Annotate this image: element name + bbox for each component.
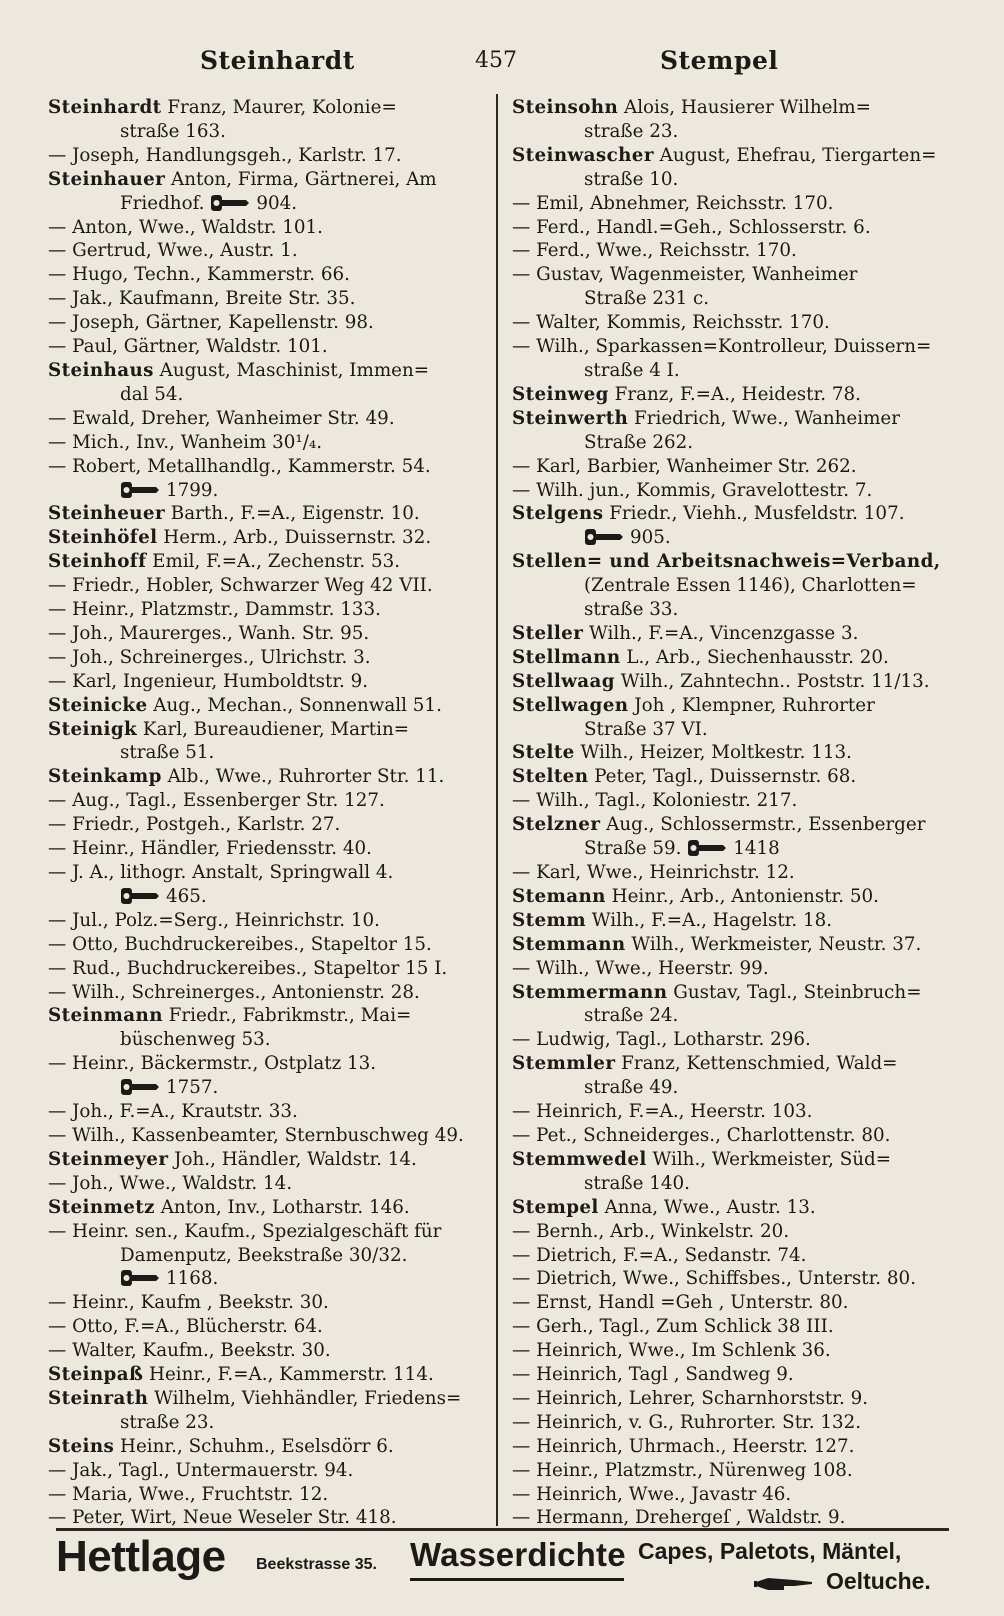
entry-text: — Hugo, Techn., Kammerstr. 66. — [48, 264, 350, 286]
entry-text: Heinr., Arb., Antonienstr. 50. — [605, 885, 879, 907]
entry-text: Wilh., Zahntechn.. Poststr. 11/13. — [614, 670, 930, 692]
directory-entry-line — [48, 1291, 478, 1315]
entry-text: — Ludwig, Tagl., Lotharstr. 296. — [512, 1029, 811, 1051]
directory-entry-line — [48, 1244, 478, 1268]
directory-entry-line — [512, 574, 952, 598]
entry-text: — Joh., Schreinerges., Ulrichstr. 3. — [48, 646, 371, 668]
entry-text: — Emil, Abnehmer, Reichsstr. 170. — [512, 192, 834, 214]
entry-text: Wilh., Werkmeister, Neustr. 37. — [625, 933, 922, 955]
directory-entry-line — [48, 1339, 478, 1363]
directory-entry-line — [48, 335, 478, 359]
telephone-icon — [120, 1269, 160, 1287]
surname: Stellmann — [512, 646, 621, 668]
entry-text: Franz, Kettenschmied, Wald= — [615, 1053, 898, 1075]
entry-text: — Robert, Metallhandlg., Kammerstr. 54. — [48, 455, 431, 477]
entry-text: — Heinr., Platzmstr., Dammstr. 133. — [48, 599, 381, 621]
directory-entry-line — [48, 1100, 478, 1124]
telephone-icon — [584, 528, 624, 546]
entry-text: — Karl, Wwe., Heinrichstr. 12. — [512, 862, 795, 883]
entry-text: — Heinrich, F.=A., Heerstr. 103. — [512, 1101, 813, 1123]
directory-entry-line — [512, 1435, 952, 1459]
directory-entry-line — [48, 1028, 478, 1052]
entry-text: — Ferd., Handl.=Geh., Schlosserstr. 6. — [512, 216, 871, 238]
directory-entry-line — [48, 1315, 478, 1339]
directory-entry-line — [48, 885, 478, 909]
entry-text: — Wilh. jun., Kommis, Gravelottestr. 7. — [512, 479, 873, 501]
phone-number: 1418 — [733, 838, 780, 860]
page-number: 457 — [475, 48, 517, 73]
directory-entry-line — [512, 239, 952, 263]
directory-entry-line — [512, 1196, 952, 1220]
entry-text: — Heinr., Platzmstr., Nürenweg 108. — [512, 1459, 853, 1481]
directory-entry-line — [48, 502, 478, 526]
entry-text: — Maria, Wwe., Fruchtstr. 12. — [48, 1483, 329, 1505]
directory-entry-line — [512, 96, 952, 120]
directory-entry-line — [48, 789, 478, 813]
surname: Steinmeyer — [48, 1148, 169, 1170]
directory-entry-line — [512, 1387, 952, 1411]
advert-items: Capes, Paletots, Mäntel, — [638, 1538, 902, 1564]
entry-text: — Walter, Kaufm., Beekstr. 30. — [48, 1340, 331, 1362]
telephone-icon — [210, 194, 250, 212]
directory-entry-line — [512, 670, 952, 694]
directory-entry-line — [512, 1411, 952, 1435]
entry-text: — Dietrich, Wwe., Schiffsbes., Unterstr. 80. — [512, 1268, 916, 1290]
directory-entry-line — [512, 622, 952, 646]
surname: Stemmwedel — [512, 1148, 647, 1170]
directory-entry-line — [512, 287, 952, 311]
surname: Stempel — [512, 1196, 599, 1218]
entry-text: — Joh., F.=A., Krautstr. 33. — [48, 1101, 298, 1123]
directory-entry-line — [512, 909, 952, 933]
entry-text: büschenweg 53. — [120, 1029, 271, 1051]
directory-entry-line — [512, 885, 952, 909]
surname: Stelzner — [512, 814, 601, 836]
surname: Steinhardt — [48, 97, 162, 118]
directory-entry-line — [48, 957, 478, 981]
directory-entry-line — [48, 455, 478, 479]
entry-text: straße 23. — [584, 120, 679, 142]
entry-text: Wilh., Werkmeister, Süd= — [646, 1148, 892, 1170]
surname: Stellen= und Arbeitsnachweis=Verband, — [512, 551, 941, 573]
directory-entry-line — [48, 216, 478, 240]
pointing-hand-icon — [754, 1574, 816, 1592]
telephone-icon — [120, 481, 160, 499]
advert-last-item: Oeltuche. — [826, 1568, 931, 1594]
entry-text: L., Arb., Siechenhausstr. 20. — [620, 646, 889, 668]
entry-text: August, Ehefrau, Tiergarten= — [653, 144, 937, 166]
entry-text: — Anton, Wwe., Waldstr. 101. — [48, 216, 323, 238]
directory-entry-line — [512, 1244, 952, 1268]
directory-entry-line — [512, 837, 952, 861]
right-column — [512, 96, 952, 1530]
directory-entry-line — [512, 479, 952, 503]
entry-text: — Dietrich, F.=A., Sedanstr. 74. — [512, 1244, 807, 1266]
entry-text: — Heinr. sen., Kaufm., Spezialgeschäft für — [48, 1220, 442, 1242]
directory-entry-line — [48, 168, 478, 192]
entry-text: — Wilh., Sparkassen=Kontrolleur, Duissern= — [512, 336, 932, 358]
entry-text: Friedr., Fabrikmstr., Mai= — [162, 1005, 412, 1027]
entry-text: — Bernh., Arb., Winkelstr. 20. — [512, 1220, 790, 1242]
entry-text: — Friedr., Postgeh., Karlstr. 27. — [48, 814, 341, 836]
directory-entry-line — [48, 981, 478, 1005]
entry-text: — Paul, Gärtner, Waldstr. 101. — [48, 336, 328, 358]
directory-entry-line — [48, 407, 478, 431]
directory-entry-line — [48, 526, 478, 550]
entry-text: — J. A., lithogr. Anstalt, Springwall 4. — [48, 862, 394, 883]
directory-entry-line — [512, 765, 952, 789]
entry-text: Anton, Firma, Gärtnerei, Am — [165, 168, 437, 190]
advertisement — [0, 1532, 1004, 1612]
directory-entry-line — [48, 1220, 478, 1244]
directory-entry-line — [48, 192, 478, 216]
advert-product: Wasserdichte — [410, 1536, 626, 1573]
entry-text: Wilh., F.=A., Hagelstr. 18. — [585, 909, 833, 931]
entry-text: Anton, Inv., Lotharstr. 146. — [154, 1196, 410, 1218]
entry-text: — Aug., Tagl., Essenberger Str. 127. — [48, 790, 385, 812]
entry-text: — Heinrich, Wwe., Im Schlenk 36. — [512, 1340, 831, 1362]
left-column — [48, 96, 478, 1530]
advert-underline — [410, 1578, 624, 1581]
directory-entry-line — [48, 598, 478, 622]
surname: Steinhoff — [48, 551, 147, 573]
entry-text: Joh., Händler, Waldstr. 14. — [168, 1148, 417, 1170]
directory-entry-line — [48, 622, 478, 646]
entry-text: — Karl, Barbier, Wanheimer Str. 262. — [512, 455, 857, 477]
directory-entry-line — [512, 646, 952, 670]
directory-entry-line — [48, 550, 478, 574]
directory-entry-line — [48, 1124, 478, 1148]
entry-text: Damenputz, Beekstraße 30/32. — [120, 1244, 408, 1266]
entry-text: Emil, F.=A., Zechenstr. 53. — [146, 551, 401, 573]
entry-text: — Heinrich, v. G., Ruhrorter. Str. 132. — [512, 1411, 862, 1433]
entry-text: — Joseph, Handlungsgeh., Karlstr. 17. — [48, 144, 402, 166]
entry-text: Straße 231 c. — [584, 288, 710, 310]
entry-text: Karl, Bureaudiener, Martin= — [137, 718, 410, 740]
directory-entry-line — [48, 1267, 478, 1291]
entry-text: (Zentrale Essen 1146), Charlotten= — [584, 575, 917, 597]
entry-text: Anna, Wwe., Austr. 13. — [598, 1196, 816, 1218]
surname: Steinweg — [512, 383, 609, 405]
directory-entry-line — [512, 1315, 952, 1339]
surname: Steinwerth — [512, 407, 629, 429]
directory-entry-line — [48, 96, 478, 120]
entry-text: — Wilh., Wwe., Heerstr. 99. — [512, 957, 769, 979]
entry-text: straße 140. — [584, 1172, 690, 1194]
surname: Stelten — [512, 766, 589, 788]
directory-entry-line — [512, 311, 952, 335]
directory-entry-line — [48, 909, 478, 933]
directory-entry-line — [512, 1100, 952, 1124]
surname: Stelgens — [512, 503, 604, 525]
entry-text: Heinr., Schuhm., Eselsdörr 6. — [114, 1435, 394, 1457]
entry-text: Straße 59. — [584, 838, 682, 860]
directory-entry-line — [512, 526, 952, 550]
directory-entry-line — [48, 479, 478, 503]
entry-text: Aug., Mechan., Sonnenwall 51. — [147, 694, 442, 716]
directory-entry-line — [48, 1387, 478, 1411]
directory-entry-line — [48, 1196, 478, 1220]
directory-entry-line — [48, 1483, 478, 1507]
telephone-icon — [120, 1078, 160, 1096]
entry-text: Alb., Wwe., Ruhrorter Str. 11. — [161, 766, 445, 788]
entry-text: — Otto, F.=A., Blücherstr. 64. — [48, 1316, 323, 1338]
directory-entry-line — [48, 1172, 478, 1196]
entry-text: Gustav, Tagl., Steinbruch= — [667, 981, 922, 1003]
entry-text: dal 54. — [120, 383, 184, 405]
directory-entry-line — [48, 1435, 478, 1459]
entry-text: — Jak., Tagl., Untermauerstr. 94. — [48, 1459, 354, 1481]
directory-entry-line — [512, 813, 952, 837]
entry-text: Alois, Hausierer Wilhelm= — [618, 97, 871, 118]
directory-entry-line — [512, 1459, 952, 1483]
entry-text: Wilh., Heizer, Moltkestr. 113. — [574, 742, 852, 764]
entry-text: — Karl, Ingenieur, Humboldtstr. 9. — [48, 670, 369, 692]
directory-entry-line — [512, 598, 952, 622]
header-right-keyword: Stempel — [660, 46, 779, 75]
advert-brand: Hettlage — [56, 1532, 226, 1581]
directory-entry-line — [48, 765, 478, 789]
entry-text: — Heinr., Bäckermstr., Ostplatz 13. — [48, 1053, 377, 1075]
directory-entry-line — [512, 1267, 952, 1291]
surname: Steinmetz — [48, 1196, 155, 1218]
surname: Steinmann — [48, 1005, 163, 1027]
surname: Steinhauer — [48, 168, 166, 190]
entry-text: Herm., Arb., Duissernstr. 32. — [157, 527, 432, 549]
entry-text: — Peter, Wirt, Neue Weseler Str. 418. — [48, 1507, 397, 1529]
surname: Steinhöfel — [48, 527, 158, 549]
directory-entry-line — [48, 1076, 478, 1100]
surname: Steinpaß — [48, 1364, 144, 1386]
bottom-rule — [56, 1528, 949, 1531]
directory-entry-line — [48, 646, 478, 670]
surname: Stemmann — [512, 933, 626, 955]
column-divider — [496, 94, 498, 1526]
entry-text: — Heinr., Händler, Friedensstr. 40. — [48, 838, 372, 860]
entry-text: straße 4 I. — [584, 359, 680, 381]
directory-entry-line — [512, 789, 952, 813]
entry-text: — Heinrich, Uhrmach., Heerstr. 127. — [512, 1435, 855, 1457]
surname: Steller — [512, 622, 584, 644]
directory-entry-line — [512, 431, 952, 455]
entry-text: Aug., Schlossermstr., Essenberger — [600, 814, 926, 836]
directory-entry-line — [48, 1363, 478, 1387]
entry-text: — Wilh., Kassenbeamter, Sternbuschweg 49. — [48, 1124, 464, 1146]
entry-text: Barth., F.=A., Eigenstr. 10. — [165, 503, 420, 525]
directory-entry-line — [512, 407, 952, 431]
entry-text: August, Maschinist, Immen= — [153, 359, 430, 381]
directory-entry-line — [512, 1004, 952, 1028]
surname: Steinigk — [48, 718, 138, 740]
phone-number: 904. — [256, 192, 298, 214]
entry-text: straße 23. — [120, 1411, 215, 1433]
directory-entry-line — [512, 216, 952, 240]
surname: Stellwagen — [512, 694, 629, 716]
directory-entry-line — [512, 861, 952, 885]
entry-text: Friedrich, Wwe., Wanheimer — [628, 407, 900, 429]
surname: Steinicke — [48, 694, 148, 716]
entry-text: — Pet., Schneiderges., Charlottenstr. 80. — [512, 1124, 891, 1146]
directory-entry-line — [512, 263, 952, 287]
entry-text: Franz, Maurer, Kolonie= — [161, 97, 397, 118]
entry-text: Friedhof. — [120, 192, 205, 214]
surname: Steinsohn — [512, 97, 619, 118]
entry-text: — Rud., Buchdruckereibes., Stapeltor 15 I. — [48, 957, 448, 979]
telephone-icon — [687, 839, 727, 857]
phone-number: 1757. — [166, 1077, 219, 1099]
directory-entry-line — [512, 1028, 952, 1052]
entry-text: — Heinrich, Lehrer, Scharnhorststr. 9. — [512, 1387, 869, 1409]
entry-text: Straße 37 VI. — [584, 718, 708, 740]
directory-entry-line — [512, 1172, 952, 1196]
phone-number: 1168. — [166, 1268, 219, 1290]
directory-entry-line — [512, 1483, 952, 1507]
entry-text: — Joseph, Gärtner, Kapellenstr. 98. — [48, 312, 374, 334]
entry-text: Wilhelm, Viehhändler, Friedens= — [148, 1387, 462, 1409]
entry-text: — Heinr., Kaufm , Beekstr. 30. — [48, 1292, 329, 1314]
advert-street: Beekstrasse 35. — [256, 1556, 377, 1573]
directory-entry-line — [48, 144, 478, 168]
phone-number: 465. — [166, 885, 207, 907]
directory-entry-line — [512, 1291, 952, 1315]
entry-text: — Ewald, Dreher, Wanheimer Str. 49. — [48, 407, 395, 429]
entry-text: — Mich., Inv., Wanheim 30¹/₄. — [48, 431, 323, 453]
directory-entry-line — [48, 1506, 478, 1530]
directory-entry-line — [48, 813, 478, 837]
directory-entry-line — [512, 1339, 952, 1363]
page-header — [50, 46, 950, 80]
surname: Steinheuer — [48, 503, 165, 525]
surname: Stemmler — [512, 1053, 616, 1075]
entry-text: — Jul., Polz.=Serg., Heinrichstr. 10. — [48, 909, 380, 931]
surname: Steinwascher — [512, 144, 654, 166]
directory-entry-line — [512, 359, 952, 383]
entry-text: — Hermann, Drehergeſ , Waldstr. 9. — [512, 1507, 846, 1529]
entry-text: — Otto, Buchdruckereibes., Stapeltor 15. — [48, 933, 432, 955]
telephone-icon — [120, 887, 160, 905]
surname: Steinrath — [48, 1387, 149, 1409]
entry-text: — Walter, Kommis, Reichsstr. 170. — [512, 312, 830, 334]
entry-text: — Jak., Kaufmann, Breite Str. 35. — [48, 288, 356, 310]
directory-entry-line — [48, 861, 478, 885]
entry-text: — Ernst, Handl =Geh , Unterstr. 80. — [512, 1292, 849, 1314]
directory-entry-line — [48, 263, 478, 287]
entry-text: Peter, Tagl., Duissernstr. 68. — [588, 766, 857, 788]
entry-text: Heinr., F.=A., Kammerstr. 114. — [143, 1364, 434, 1386]
entry-text: straße 51. — [120, 742, 215, 764]
directory-entry-line — [512, 718, 952, 742]
directory-entry-line — [48, 239, 478, 263]
directory-entry-line — [512, 550, 952, 574]
entry-text: — Friedr., Hobler, Schwarzer Weg 42 VII. — [48, 575, 433, 597]
directory-entry-line — [48, 383, 478, 407]
entry-text: — Gerh., Tagl., Zum Schlick 38 III. — [512, 1316, 834, 1338]
phone-number: 1799. — [166, 479, 219, 501]
entry-text: straße 10. — [584, 168, 679, 190]
directory-entry-line — [512, 144, 952, 168]
directory-entry-line — [48, 1004, 478, 1028]
directory-entry-line — [48, 574, 478, 598]
directory-entry-line — [512, 455, 952, 479]
surname: Steinhaus — [48, 359, 154, 381]
entry-text: straße 163. — [120, 120, 226, 142]
entry-text: Straße 262. — [584, 431, 694, 453]
directory-entry-line — [512, 1220, 952, 1244]
entry-text: — Ferd., Wwe., Reichsstr. 170. — [512, 240, 797, 262]
entry-text: — Heinrich, Tagl , Sandweg 9. — [512, 1364, 794, 1386]
directory-entry-line — [512, 383, 952, 407]
surname: Stemmermann — [512, 981, 668, 1003]
directory-entry-line — [48, 311, 478, 335]
entry-text: Wilh., F.=A., Vincenzgasse 3. — [583, 622, 859, 644]
directory-entry-line — [48, 1459, 478, 1483]
entry-text: straße 24. — [584, 1005, 679, 1027]
entry-text: Friedr., Viehh., Musfeldstr. 107. — [603, 503, 905, 525]
directory-entry-line — [48, 1411, 478, 1435]
directory-entry-line — [512, 1506, 952, 1530]
directory-entry-line — [48, 431, 478, 455]
surname: Steins — [48, 1435, 115, 1457]
directory-entry-line — [48, 120, 478, 144]
directory-entry-line — [512, 933, 952, 957]
directory-entry-line — [512, 981, 952, 1005]
entry-text: — Joh., Maurerges., Wanh. Str. 95. — [48, 622, 370, 644]
directory-entry-line — [512, 168, 952, 192]
directory-entry-line — [512, 1076, 952, 1100]
directory-entry-line — [48, 359, 478, 383]
directory-entry-line — [512, 1148, 952, 1172]
directory-entry-line — [512, 741, 952, 765]
entry-text: Franz, F.=A., Heidestr. 78. — [608, 383, 861, 405]
directory-entry-line — [48, 741, 478, 765]
directory-entry-line — [48, 1148, 478, 1172]
directory-entry-line — [48, 837, 478, 861]
entry-text: Joh , Klempner, Ruhrorter — [628, 694, 875, 716]
entry-text: — Heinrich, Wwe., Javastr 46. — [512, 1483, 792, 1505]
directory-entry-line — [48, 670, 478, 694]
entry-text: straße 33. — [584, 599, 679, 621]
directory-entry-line — [512, 192, 952, 216]
directory-entry-line — [512, 957, 952, 981]
surname: Steinkamp — [48, 766, 162, 788]
directory-entry-line — [48, 1052, 478, 1076]
directory-entry-line — [48, 287, 478, 311]
surname: Stemm — [512, 909, 586, 931]
entry-text: straße 49. — [584, 1077, 679, 1099]
directory-entry-line — [512, 1363, 952, 1387]
directory-entry-line — [512, 120, 952, 144]
directory-entry-line — [512, 1124, 952, 1148]
directory-entry-line — [512, 335, 952, 359]
entry-text: — Gertrud, Wwe., Austr. 1. — [48, 240, 298, 262]
entry-text: — Gustav, Wagenmeister, Wanheimer — [512, 264, 858, 286]
entry-text: — Joh., Wwe., Waldstr. 14. — [48, 1172, 293, 1194]
directory-entry-line — [512, 694, 952, 718]
directory-entry-line — [512, 1052, 952, 1076]
surname: Stelte — [512, 742, 575, 764]
header-left-keyword: Steinhardt — [200, 46, 355, 75]
entry-text: — Wilh., Tagl., Koloniestr. 217. — [512, 790, 798, 812]
directory-entry-line — [48, 718, 478, 742]
surname: Stemann — [512, 885, 606, 907]
directory-entry-line — [48, 933, 478, 957]
entry-text: — Wilh., Schreinerges., Antonienstr. 28. — [48, 981, 420, 1003]
phone-number: 905. — [630, 527, 671, 549]
surname: Stellwaag — [512, 670, 615, 692]
directory-entry-line — [512, 502, 952, 526]
directory-entry-line — [48, 694, 478, 718]
